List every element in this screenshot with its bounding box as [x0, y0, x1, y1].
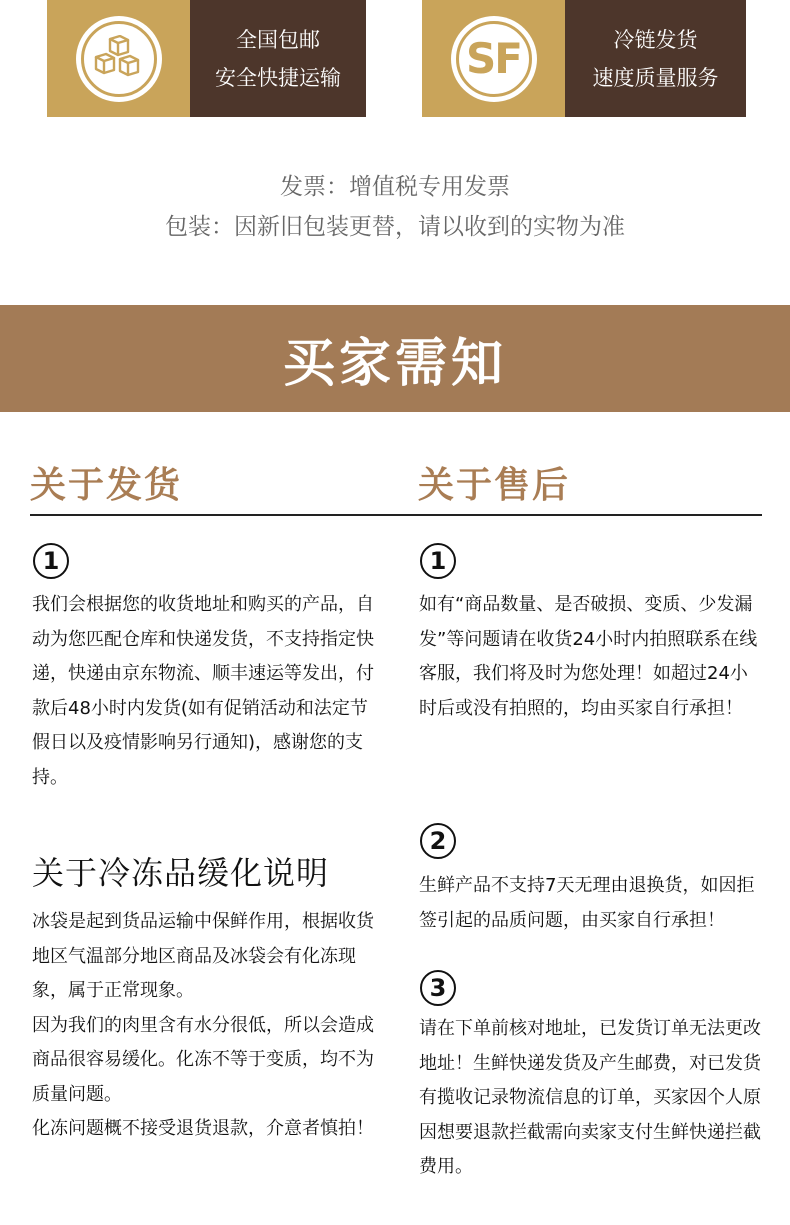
shipping-text: 我们会根据您的收货地址和购买的产品，自动为您匹配仓库和快递发货，不支持指定快递，快递由京东物流、顺丰速运等发出，付款后48小时内发货(如有促销活动和法定节假日以及疫情影响另行通知)，感谢您的支持。: [32, 594, 374, 788]
cold-chain-card: [422, 0, 746, 117]
aftersale-number-badge-1: 1: [420, 543, 456, 579]
packaging-info: 包装：因新旧包装更替，请以收到的实物为准: [165, 214, 625, 240]
buyer-notice-banner: [0, 305, 790, 412]
sf-logo-icon: [451, 16, 537, 102]
aftersale-text-1: 如有“商品数量、是否破损、变质、少发漏发”等问题请在收货24小时内拍照联系在线客服，我们将及时为您处理！如超过24小时后或没有拍照的，均由买家自行承担！: [419, 594, 758, 719]
aftersale-title: 关于售后: [418, 465, 571, 506]
frozen-text: 冰袋是起到货品运输中保鲜作用，根据收货地区气温部分地区商品及冰袋会有化冻现象，属于正常现象。 因为我们的肉里含有水分很低，所以会造成商品很容易缓化。化冻不等于变质，均不为质量问题。 化冻问题概不接受退货退款，介意者慎拍！: [32, 911, 374, 1139]
card-icon-panel: [47, 0, 190, 117]
aftersale-number-badge-3: 3: [420, 970, 456, 1006]
banner-title: 买家需知: [282, 334, 507, 394]
card-line-1: 全国包邮: [236, 27, 320, 52]
sf-logo-text: SF: [466, 34, 521, 83]
aftersale-number-badge-2: 2: [420, 823, 456, 859]
divider: [30, 514, 762, 516]
card-line-1: 冷链发货: [613, 27, 698, 52]
frozen-title: 关于冷冻品缓化说明: [32, 854, 330, 892]
shipping-title: 关于发货: [30, 465, 183, 506]
aftersale-text-3: 请在下单前核对地址，已发货订单无法更改地址！生鲜快递发货及产生邮费，对已发货有揽收记录物流信息的订单，买家因个人原因想要退款拦截需向卖家支付生鲜快递拦截费用。: [419, 1018, 761, 1177]
aftersale-text-2: 生鲜产品不支持7天无理由退换货，如因拒签引起的品质问题，由买家自行承担！: [419, 875, 755, 931]
card-text-panel: [190, 0, 366, 117]
invoice-info: 发票：增值税专用发票: [280, 174, 510, 200]
free-shipping-card: [47, 0, 366, 117]
ice-cubes-icon: [76, 16, 162, 102]
card-icon-panel: [422, 0, 565, 117]
shipping-number-badge: 1: [33, 543, 69, 579]
card-line-2: 安全快捷运输: [215, 65, 341, 90]
card-text-panel: [565, 0, 746, 117]
card-line-2: 速度质量服务: [592, 65, 719, 90]
